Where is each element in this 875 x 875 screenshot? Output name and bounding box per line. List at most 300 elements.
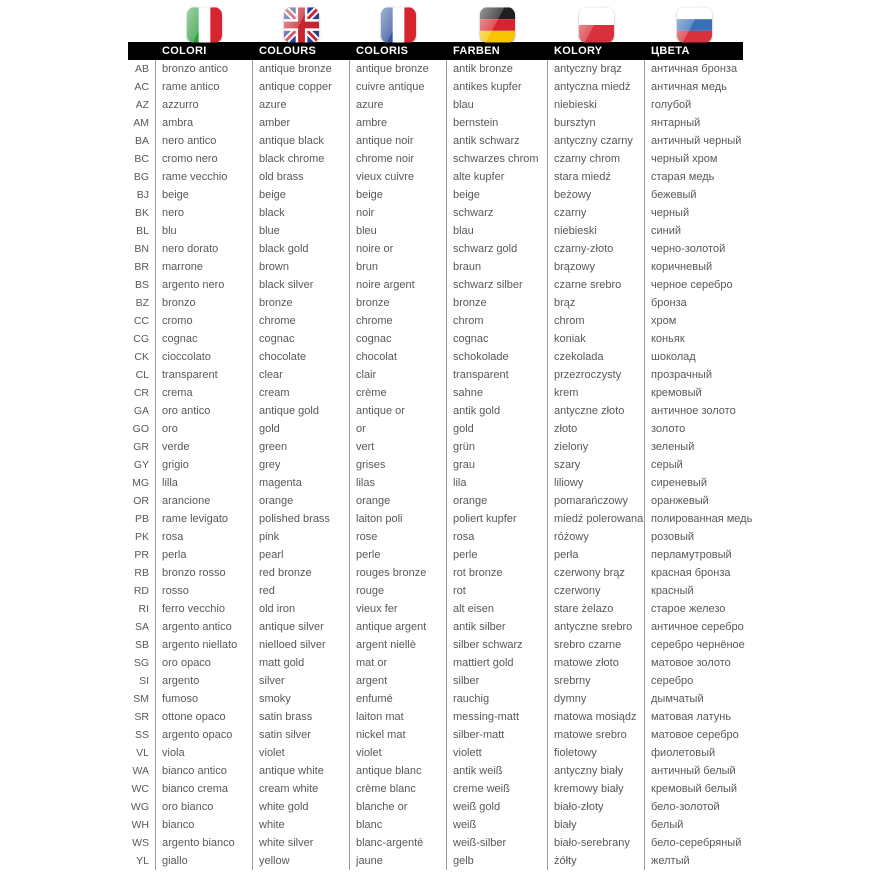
french-cell: crème blanc [350, 780, 447, 798]
table-row [128, 60, 743, 78]
french-cell: brun [350, 258, 447, 276]
french-cell: noire or [350, 240, 447, 258]
german-cell: schokolade [447, 348, 548, 366]
russian-cell: коричневый [651, 261, 713, 273]
code-cell: RD [128, 582, 156, 600]
german-cell: bernstein [447, 114, 548, 132]
russian-cell: перламутровый [651, 549, 732, 561]
column-header: COLORI [162, 45, 207, 57]
polish-cell: czarne srebro [548, 276, 645, 294]
uk-flag-icon [284, 7, 319, 43]
italian-cell: cioccolato [156, 348, 253, 366]
russian-cell: коньяк [651, 333, 685, 345]
german-cell: schwarzes chrom [447, 150, 548, 168]
german-cell: schwarz [447, 204, 548, 222]
english-cell: antique bronze [253, 60, 350, 78]
russian-cell: античный белый [651, 765, 736, 777]
code-cell: VL [128, 744, 156, 762]
polish-cell: przezroczysty [548, 366, 645, 384]
polish-cell: czerwony brąz [548, 564, 645, 582]
french-cell: blanc-argenté [350, 834, 447, 852]
table-row [128, 546, 743, 564]
french-cell: chrome noir [350, 150, 447, 168]
german-cell: beige [447, 186, 548, 204]
italian-cell: verde [156, 438, 253, 456]
code-cell: SG [128, 654, 156, 672]
english-cell: yellow [253, 852, 350, 870]
german-cell: weiß-silber [447, 834, 548, 852]
code-cell: RI [128, 600, 156, 618]
german-cell: cognac [447, 330, 548, 348]
french-cell: ambre [350, 114, 447, 132]
table-row [128, 474, 743, 492]
italian-cell: fumoso [156, 690, 253, 708]
italian-cell: perla [156, 546, 253, 564]
polish-cell: srebro czarne [548, 636, 645, 654]
polish-cell: matowe złoto [548, 654, 645, 672]
code-cell: CG [128, 330, 156, 348]
code-cell: BJ [128, 186, 156, 204]
italian-cell: cromo [156, 312, 253, 330]
english-cell: matt gold [253, 654, 350, 672]
french-cell: antique argent [350, 618, 447, 636]
code-cell: AB [128, 60, 156, 78]
english-cell: antique silver [253, 618, 350, 636]
column-header: COLOURS [259, 45, 317, 57]
russian-cell: красная бронза [651, 567, 731, 579]
german-cell: rosa [447, 528, 548, 546]
polish-cell: bursztyn [548, 114, 645, 132]
italian-cell: nero antico [156, 132, 253, 150]
english-cell: red bronze [253, 564, 350, 582]
english-cell: old iron [253, 600, 350, 618]
russian-cell: кремовый белый [651, 783, 738, 795]
polish-cell: matowe srebro [548, 726, 645, 744]
russian-cell: прозрачный [651, 369, 712, 381]
flags-row [128, 0, 743, 42]
italian-cell: bianco [156, 816, 253, 834]
german-cell: antik schwarz [447, 132, 548, 150]
code-cell: GO [128, 420, 156, 438]
french-cell: argent niellè [350, 636, 447, 654]
german-cell: chrom [447, 312, 548, 330]
code-cell: CC [128, 312, 156, 330]
table-row [128, 852, 743, 870]
table-row [128, 726, 743, 744]
italian-cell: argento niellato [156, 636, 253, 654]
code-cell: WG [128, 798, 156, 816]
english-cell: antique gold [253, 402, 350, 420]
table-row [128, 492, 743, 510]
table-body [128, 60, 753, 870]
german-cell: antik weiß [447, 762, 548, 780]
russian-cell: античный черный [651, 135, 742, 147]
french-cell: rouges bronze [350, 564, 447, 582]
russian-cell: желтый [651, 855, 690, 867]
polish-cell: dymny [548, 690, 645, 708]
russian-cell: шоколад [651, 351, 696, 363]
russian-cell: золото [651, 423, 686, 435]
table-row [128, 276, 743, 294]
code-cell: GR [128, 438, 156, 456]
russian-cell: янтарный [651, 117, 701, 129]
russian-cell: черно-золотой [651, 243, 726, 255]
polish-cell: czarny-złoto [548, 240, 645, 258]
code-cell: PR [128, 546, 156, 564]
polish-cell: antyczny biały [548, 762, 645, 780]
german-cell: weiß [447, 816, 548, 834]
polish-cell: szary [548, 456, 645, 474]
italian-cell: lilla [156, 474, 253, 492]
russian-cell: серебро [651, 675, 694, 687]
russian-cell: бело-золотой [651, 801, 720, 813]
italian-cell: marrone [156, 258, 253, 276]
english-cell: amber [253, 114, 350, 132]
color-translation-table [128, 0, 753, 870]
code-cell: BL [128, 222, 156, 240]
italian-cell: ottone opaco [156, 708, 253, 726]
russian-cell: античная бронза [651, 63, 738, 75]
russia-flag-icon [677, 7, 712, 43]
code-cell: OR [128, 492, 156, 510]
polish-cell: krem [548, 384, 645, 402]
english-cell: violet [253, 744, 350, 762]
russian-cell: серебро чернёное [651, 639, 745, 651]
italian-cell: nero [156, 204, 253, 222]
italian-cell: grigio [156, 456, 253, 474]
table-row [128, 222, 743, 240]
french-cell: vert [350, 438, 447, 456]
italian-cell: bianco crema [156, 780, 253, 798]
german-cell: mattiert gold [447, 654, 548, 672]
french-cell: noire argent [350, 276, 447, 294]
french-cell: bleu [350, 222, 447, 240]
german-cell: grau [447, 456, 548, 474]
table-row [128, 348, 743, 366]
russian-cell: хром [651, 315, 677, 327]
french-cell: beige [350, 186, 447, 204]
table-row [128, 744, 743, 762]
german-cell: blau [447, 96, 548, 114]
english-cell: satin brass [253, 708, 350, 726]
german-cell: weiß gold [447, 798, 548, 816]
french-cell: antique blanc [350, 762, 447, 780]
english-cell: white silver [253, 834, 350, 852]
german-cell: antikes kupfer [447, 78, 548, 96]
code-cell: CK [128, 348, 156, 366]
table-row [128, 402, 743, 420]
table-row [128, 618, 743, 636]
table-row [128, 132, 743, 150]
table-header [128, 42, 743, 60]
english-cell: bronze [253, 294, 350, 312]
code-cell: AZ [128, 96, 156, 114]
code-cell: SA [128, 618, 156, 636]
table-row [128, 690, 743, 708]
italian-cell: cromo nero [156, 150, 253, 168]
german-cell: gold [447, 420, 548, 438]
code-cell: CL [128, 366, 156, 384]
table-row [128, 168, 743, 186]
poland-flag-icon [579, 7, 614, 43]
italian-cell: cognac [156, 330, 253, 348]
table-row [128, 384, 743, 402]
italian-cell: bronzo [156, 294, 253, 312]
german-cell: rot [447, 582, 548, 600]
french-cell: violet [350, 744, 447, 762]
english-cell: white [253, 816, 350, 834]
polish-cell: czekolada [548, 348, 645, 366]
polish-cell: fioletowy [548, 744, 645, 762]
english-cell: chocolate [253, 348, 350, 366]
english-cell: antique copper [253, 78, 350, 96]
german-cell: alt eisen [447, 600, 548, 618]
table-row [128, 312, 743, 330]
french-cell: laiton mat [350, 708, 447, 726]
english-cell: grey [253, 456, 350, 474]
english-cell: black [253, 204, 350, 222]
italian-cell: argento bianco [156, 834, 253, 852]
french-cell: antique noir [350, 132, 447, 150]
german-cell: perle [447, 546, 548, 564]
code-cell: SR [128, 708, 156, 726]
german-cell: alte kupfer [447, 168, 548, 186]
english-cell: beige [253, 186, 350, 204]
code-cell: SB [128, 636, 156, 654]
german-cell: messing-matt [447, 708, 548, 726]
code-cell: MG [128, 474, 156, 492]
german-cell: antik silber [447, 618, 548, 636]
russian-cell: матовое серебро [651, 729, 739, 741]
table-row [128, 438, 743, 456]
column-header: COLORIS [356, 45, 409, 57]
russian-cell: зеленый [651, 441, 695, 453]
french-cell: grises [350, 456, 447, 474]
german-cell: orange [447, 492, 548, 510]
french-cell: antique bronze [350, 60, 447, 78]
russian-cell: античное золото [651, 405, 736, 417]
russian-cell: матовое золото [651, 657, 731, 669]
english-cell: black silver [253, 276, 350, 294]
german-cell: braun [447, 258, 548, 276]
italian-cell: beige [156, 186, 253, 204]
table-row [128, 186, 743, 204]
italian-cell: rosso [156, 582, 253, 600]
polish-cell: żółty [548, 852, 645, 870]
italian-cell: bronzo rosso [156, 564, 253, 582]
russian-cell: синий [651, 225, 682, 237]
russian-cell: старая медь [651, 171, 715, 183]
english-cell: polished brass [253, 510, 350, 528]
table-row [128, 636, 743, 654]
french-cell: orange [350, 492, 447, 510]
french-cell: enfumé [350, 690, 447, 708]
table-row [128, 834, 743, 852]
italian-cell: ferro vecchio [156, 600, 253, 618]
german-cell: violett [447, 744, 548, 762]
french-cell: nickel mat [350, 726, 447, 744]
italian-cell: viola [156, 744, 253, 762]
table-row [128, 294, 743, 312]
italian-cell: argento opaco [156, 726, 253, 744]
table-row [128, 654, 743, 672]
french-cell: antique or [350, 402, 447, 420]
table-row [128, 798, 743, 816]
russian-cell: черный хром [651, 153, 718, 165]
italian-cell: argento antico [156, 618, 253, 636]
table-row [128, 240, 743, 258]
french-cell: perle [350, 546, 447, 564]
german-cell: grün [447, 438, 548, 456]
column-header: KOLORY [554, 45, 603, 57]
code-cell: BA [128, 132, 156, 150]
english-cell: brown [253, 258, 350, 276]
code-cell: WH [128, 816, 156, 834]
french-cell: blanche or [350, 798, 447, 816]
german-cell: rot bronze [447, 564, 548, 582]
german-cell: silber [447, 672, 548, 690]
german-cell: blau [447, 222, 548, 240]
code-cell: YL [128, 852, 156, 870]
russian-cell: старое железо [651, 603, 726, 615]
russian-cell: кремовый [651, 387, 702, 399]
code-cell: SS [128, 726, 156, 744]
table-row [128, 456, 743, 474]
french-cell: chrome [350, 312, 447, 330]
english-cell: cognac [253, 330, 350, 348]
table-row [128, 780, 743, 798]
italian-cell: bianco antico [156, 762, 253, 780]
table-row [128, 366, 743, 384]
polish-cell: matowa mosiądz [548, 708, 645, 726]
polish-cell: biały [548, 816, 645, 834]
polish-cell: stare żelazo [548, 600, 645, 618]
table-row [128, 510, 753, 528]
italian-cell: argento nero [156, 276, 253, 294]
french-cell: mat or [350, 654, 447, 672]
polish-cell: antyczne srebro [548, 618, 645, 636]
russian-cell: красный [651, 585, 694, 597]
french-cell: rouge [350, 582, 447, 600]
french-cell: clair [350, 366, 447, 384]
german-cell: sahne [447, 384, 548, 402]
table-row [128, 564, 743, 582]
english-cell: antique black [253, 132, 350, 150]
column-header: FARBEN [453, 45, 501, 57]
english-cell: black gold [253, 240, 350, 258]
russian-cell: бело-серебряный [651, 837, 742, 849]
french-cell: crème [350, 384, 447, 402]
french-cell: cognac [350, 330, 447, 348]
english-cell: clear [253, 366, 350, 384]
french-cell: argent [350, 672, 447, 690]
french-cell: vieux fer [350, 600, 447, 618]
russian-cell: серый [651, 459, 683, 471]
polish-cell: chrom [548, 312, 645, 330]
polish-cell: różowy [548, 528, 645, 546]
code-cell: BN [128, 240, 156, 258]
code-cell: WA [128, 762, 156, 780]
english-cell: satin silver [253, 726, 350, 744]
german-cell: schwarz silber [447, 276, 548, 294]
polish-cell: perła [548, 546, 645, 564]
german-cell: lila [447, 474, 548, 492]
polish-cell: brąz [548, 294, 645, 312]
russian-cell: полированная медь [651, 513, 753, 525]
german-cell: silber-matt [447, 726, 548, 744]
english-cell: antique white [253, 762, 350, 780]
english-cell: chrome [253, 312, 350, 330]
table-row [128, 204, 743, 222]
code-cell: PK [128, 528, 156, 546]
english-cell: red [253, 582, 350, 600]
english-cell: pearl [253, 546, 350, 564]
french-cell: blanc [350, 816, 447, 834]
italian-cell: oro opaco [156, 654, 253, 672]
table-row [128, 78, 743, 96]
french-cell: cuivre antique [350, 78, 447, 96]
polish-cell: miedź polerowana [548, 510, 645, 528]
polish-cell: brązowy [548, 258, 645, 276]
german-cell: schwarz gold [447, 240, 548, 258]
french-cell: jaune [350, 852, 447, 870]
table-row [128, 258, 743, 276]
polish-cell: biało-złoty [548, 798, 645, 816]
english-cell: gold [253, 420, 350, 438]
french-cell: chocolat [350, 348, 447, 366]
polish-cell: czarny chrom [548, 150, 645, 168]
polish-cell: antyczne złoto [548, 402, 645, 420]
english-cell: magenta [253, 474, 350, 492]
russian-cell: черное серебро [651, 279, 733, 291]
polish-cell: antyczny brąz [548, 60, 645, 78]
table-row [128, 600, 743, 618]
polish-cell: niebieski [548, 96, 645, 114]
polish-cell: czerwony [548, 582, 645, 600]
russian-cell: оранжевый [651, 495, 709, 507]
german-cell: bronze [447, 294, 548, 312]
english-cell: silver [253, 672, 350, 690]
german-cell: transparent [447, 366, 548, 384]
russian-cell: фиолетовый [651, 747, 716, 759]
russian-cell: бежевый [651, 189, 697, 201]
italian-cell: oro bianco [156, 798, 253, 816]
german-cell: creme weiß [447, 780, 548, 798]
italian-cell: azzurro [156, 96, 253, 114]
polish-cell: czarny [548, 204, 645, 222]
polish-cell: antyczna miedź [548, 78, 645, 96]
france-flag-icon [381, 7, 416, 43]
russian-cell: голубой [651, 99, 692, 111]
code-cell: BZ [128, 294, 156, 312]
italian-cell: ambra [156, 114, 253, 132]
code-cell: WS [128, 834, 156, 852]
french-cell: laiton poli [350, 510, 447, 528]
polish-cell: beżowy [548, 186, 645, 204]
code-cell: PB [128, 510, 156, 528]
code-cell: WC [128, 780, 156, 798]
table-row [128, 816, 743, 834]
english-cell: smoky [253, 690, 350, 708]
french-cell: bronze [350, 294, 447, 312]
code-cell: AC [128, 78, 156, 96]
italian-cell: nero dorato [156, 240, 253, 258]
table-row [128, 762, 743, 780]
french-cell: rose [350, 528, 447, 546]
polish-cell: kremowy biały [548, 780, 645, 798]
polish-cell: zielony [548, 438, 645, 456]
russian-cell: античная медь [651, 81, 727, 93]
